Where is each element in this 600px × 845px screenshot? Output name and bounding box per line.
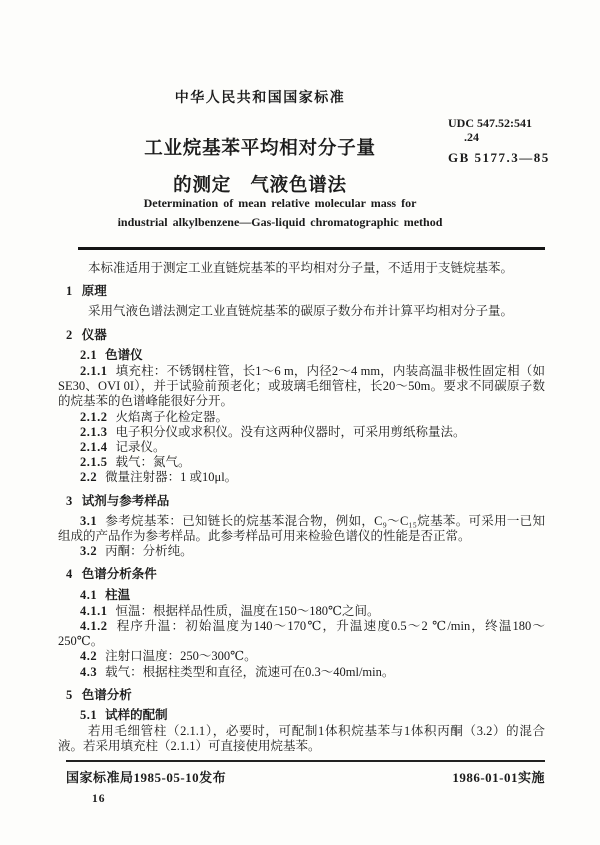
udc-code [448, 116, 532, 144]
subsection-heading: 2.1 色谱仪 [80, 347, 143, 362]
standard-title-english [0, 194, 560, 232]
clause-item: 2.1.1 填充柱：不锈钢柱管，长1～6 m，内径2～4 mm，内装高温非极性固定相（如SE30、OVI 0I），并于试验前预老化；或玻璃毛细管柱，长20～50m。要求不同碳原子数的烷基苯的色谱峰能很好分开。 [58, 364, 545, 409]
clause-item: 2.1.3 电子积分仪或求积仪。没有这两种仪器时，可采用剪纸称量法。 [80, 424, 466, 439]
clause-item: 2.1.4 记录仪。 [80, 440, 166, 455]
section-heading: 1 原理 [66, 284, 107, 299]
standard-title-line1: 工业烷基苯平均相对分子量 [144, 139, 376, 159]
clause-item: 4.2 注射口温度：250～300℃。 [80, 649, 257, 664]
clause-item: 4.3 载气：根据柱类型和直径，流速可在0.3～40ml/min。 [80, 664, 395, 679]
paragraph: 若用毛细管柱（2.1.1），必要时，可配制1体积烷基苯与1体积丙酮（3.2）的混合液。若采用填充柱（2.1.1）可直接使用烷基苯。 [58, 724, 545, 754]
clause-item: 2.1.5 载气：氮气。 [80, 455, 191, 470]
section-heading: 2 仪器 [66, 327, 107, 342]
page-number: 16 [92, 793, 106, 805]
clause-item: 2.1.2 火焰离子化检定器。 [80, 409, 229, 424]
issue-date: 国家标准局1985-05-10发布 [66, 770, 227, 785]
footer [66, 767, 545, 786]
implement-date: 1986-01-01实施 [452, 770, 545, 785]
header-rule [78, 247, 545, 250]
clause-item: 4.1.2 程序升温：初始温度为140～170℃，升温速度0.5～2 ℃/min，终温180～250℃。 [58, 619, 545, 649]
clause-item: 4.1.1 恒温：根据样品性质，温度在150～180℃之间。 [80, 603, 380, 618]
section-heading: 4 色谱分析条件 [66, 567, 157, 582]
section-heading: 3 试剂与参考样品 [66, 493, 170, 508]
clause-item: 3.1 参考烷基苯：已知链长的烷基苯混合物，例如，C₉～C₁₅烷基苯。可采用一已知组成的产品作为参考样品。此参考样品可用来检验色谱仪的性能是否正常。 [58, 513, 545, 544]
udc-code-line1: UDC 547.52:541 [448, 116, 532, 130]
document-body [58, 261, 545, 755]
section-heading: 5 色谱分析 [66, 687, 132, 702]
clause-item: 2.2 微量注射器：1 或10μl。 [80, 470, 238, 485]
standard-number: GB 5177.3—85 [448, 150, 550, 165]
standard-title-en-line2: industrial alkylbenzene—Gas-liquid chromatographic method [117, 215, 443, 229]
subsection-heading: 5.1 试样的配制 [80, 708, 168, 723]
standard-title-en-line1: Determination of mean relative molecular mass for [143, 196, 417, 210]
udc-code-line2: .24 [464, 130, 479, 144]
standard-label: 中华人民共和国国家标准 [174, 91, 346, 106]
paragraph: 采用气液色谱法测定工业直链烷基苯的碳原子数分布并计算平均相对分子量。 [88, 304, 514, 319]
scope-paragraph: 本标准适用于测定工业直链烷基苯的平均相对分子量，不适用于支链烷基苯。 [88, 261, 514, 275]
subsection-heading: 4.1 柱温 [80, 587, 131, 602]
standard-title-line2: 的测定 气液色谱法 [173, 176, 347, 196]
clause-item: 3.2 丙酮：分析纯。 [80, 544, 193, 559]
footer-rule [66, 760, 545, 762]
